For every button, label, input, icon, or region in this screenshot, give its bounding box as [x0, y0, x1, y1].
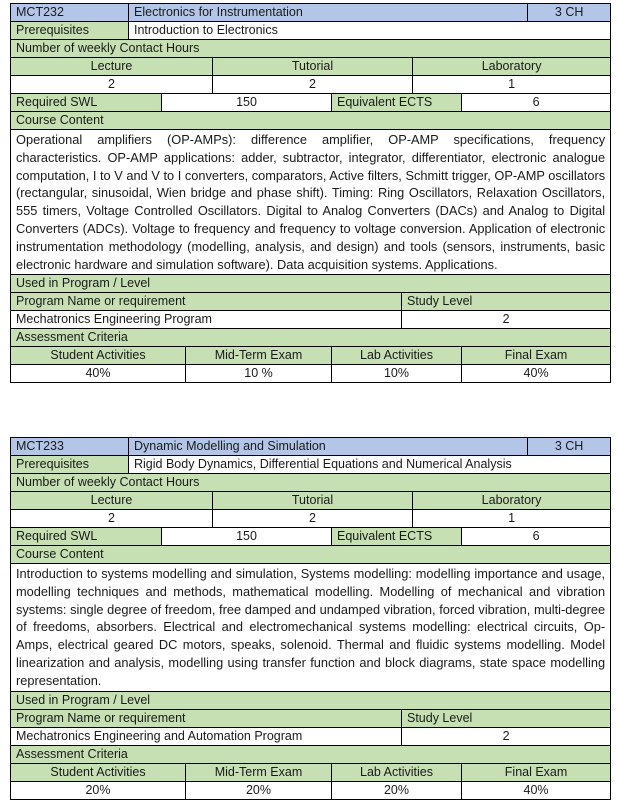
program-section-row [11, 275, 611, 293]
contact-hours-section-row [11, 474, 611, 492]
program-name-value: Mechatronics Engineering Program [11, 311, 402, 329]
final-exam-value: 40% [462, 365, 611, 383]
prerequisites-label: Prerequisites [11, 456, 129, 474]
course-content-text: Introduction to systems modelling and simulation, Systems modelling: modelling importance and usage, modelling techniques and methods, mathematical modelling. Modelling of mechanical and vibration systems: single degree of freedom, free damped and undamped vibration, forced vibration, multi-degree of freedoms, absorbers. Electrical and electromechanical systems modelling: electrical circuits, Op-Amps, electrical geared DC motors, speaks, solenoid. Thermal and fluidic systems modelling. Model linearization and analysis, modelling using transfer function and block diagrams, state space modelling representation. [11, 564, 611, 692]
lecture-header: Lecture [11, 492, 213, 510]
program-header-row [11, 293, 611, 311]
laboratory-header: Laboratory [413, 58, 611, 76]
program-values-row [11, 311, 611, 329]
lab-activities-header: Lab Activities [332, 763, 462, 781]
contact-hours-section-row [11, 40, 611, 58]
program-name-value: Mechatronics Engineering and Automation Program [11, 727, 402, 745]
program-values-row [11, 727, 611, 745]
lab-activities-value: 20% [332, 781, 462, 799]
course-content-row [11, 130, 611, 275]
student-activities-header: Student Activities [11, 763, 186, 781]
course-content-label: Course Content [11, 546, 611, 564]
prerequisites-label: Prerequisites [11, 22, 129, 40]
program-section-label: Used in Program / Level [11, 691, 611, 709]
midterm-exam-header: Mid-Term Exam [186, 763, 332, 781]
assessment-header-row [11, 763, 611, 781]
program-section-label: Used in Program / Level [11, 275, 611, 293]
assessment-section-row [11, 329, 611, 347]
credit-hours: 3 CH [528, 4, 611, 22]
swl-ects-row [11, 94, 611, 112]
contact-hours-label: Number of weekly Contact Hours [11, 474, 611, 492]
student-activities-header: Student Activities [11, 347, 186, 365]
study-level-label: Study Level [402, 293, 611, 311]
course-title: Dynamic Modelling and Simulation [129, 438, 528, 456]
midterm-exam-value: 10 % [186, 365, 332, 383]
assessment-label: Assessment Criteria [11, 329, 611, 347]
assessment-values-row [11, 781, 611, 799]
lecture-hours: 2 [11, 510, 213, 528]
ects-value: 6 [462, 528, 611, 546]
assessment-header-row [11, 347, 611, 365]
prerequisites-row [11, 22, 611, 40]
course-content-label: Course Content [11, 112, 611, 130]
contact-hours-label: Number of weekly Contact Hours [11, 40, 611, 58]
course-code: MCT233 [11, 438, 129, 456]
final-exam-header: Final Exam [462, 763, 611, 781]
lab-activities-header: Lab Activities [332, 347, 462, 365]
midterm-exam-value: 20% [186, 781, 332, 799]
program-name-label: Program Name or requirement [11, 709, 402, 727]
lab-activities-value: 10% [332, 365, 462, 383]
laboratory-hours: 1 [413, 76, 611, 94]
contact-hours-header-row [11, 58, 611, 76]
swl-label: Required SWL [11, 94, 162, 112]
tutorial-hours: 2 [213, 76, 413, 94]
swl-ects-row [11, 528, 611, 546]
program-section-row [11, 691, 611, 709]
contact-hours-values-row [11, 510, 611, 528]
prerequisites-value: Introduction to Electronics [129, 22, 611, 40]
swl-value: 150 [162, 94, 332, 112]
prerequisites-value: Rigid Body Dynamics, Differential Equations and Numerical Analysis [129, 456, 611, 474]
ects-label: Equivalent ECTS [332, 528, 462, 546]
course-content-row [11, 564, 611, 692]
course-code: MCT232 [11, 4, 129, 22]
course-title: Electronics for Instrumentation [129, 4, 528, 22]
assessment-section-row [11, 745, 611, 763]
study-level-value: 2 [402, 727, 611, 745]
course-table-mct232 [10, 3, 611, 383]
tutorial-hours: 2 [213, 510, 413, 528]
final-exam-header: Final Exam [462, 347, 611, 365]
contact-hours-values-row [11, 76, 611, 94]
program-name-label: Program Name or requirement [11, 293, 402, 311]
course-header-row [11, 4, 611, 22]
student-activities-value: 20% [11, 781, 186, 799]
course-content-label-row [11, 112, 611, 130]
swl-value: 150 [162, 528, 332, 546]
course-content-text: Operational amplifiers (OP-AMPs): difference amplifier, OP-AMP specifications, frequency characteristics. OP-AMP applications: adder, subtractor, integrator, differentiator, electronic analogue computation, I to V and V to I converters, comparators, Active filters, Schmitt trigger, OP-AMP oscillators (rectangular, sinusoidal, Wien bridge and phase shift). Timing: Ring Oscillators, Relaxation Oscillators, 555 timers, Voltage Controlled Oscillators. Digital to Analog Converters (DACs) and Analog to Digital Converters (ADCs). Voltage to frequency and frequency to voltage conversion. Application of electronic instrumentation methodology (modelling, analysis, and design) and tools (sensors, instruments, basic electronic hardware and simulation software). Data acquisition systems. Applications. [11, 130, 611, 275]
lecture-header: Lecture [11, 58, 213, 76]
assessment-values-row [11, 365, 611, 383]
ects-value: 6 [462, 94, 611, 112]
swl-label: Required SWL [11, 528, 162, 546]
ects-label: Equivalent ECTS [332, 94, 462, 112]
tutorial-header: Tutorial [213, 58, 413, 76]
lecture-hours: 2 [11, 76, 213, 94]
program-header-row [11, 709, 611, 727]
study-level-value: 2 [402, 311, 611, 329]
prerequisites-row [11, 456, 611, 474]
laboratory-hours: 1 [413, 510, 611, 528]
contact-hours-header-row [11, 492, 611, 510]
laboratory-header: Laboratory [413, 492, 611, 510]
final-exam-value: 40% [462, 781, 611, 799]
course-header-row [11, 438, 611, 456]
midterm-exam-header: Mid-Term Exam [186, 347, 332, 365]
study-level-label: Study Level [402, 709, 611, 727]
tutorial-header: Tutorial [213, 492, 413, 510]
course-table-mct233 [10, 437, 611, 800]
assessment-label: Assessment Criteria [11, 745, 611, 763]
course-content-label-row [11, 546, 611, 564]
credit-hours: 3 CH [528, 438, 611, 456]
student-activities-value: 40% [11, 365, 186, 383]
